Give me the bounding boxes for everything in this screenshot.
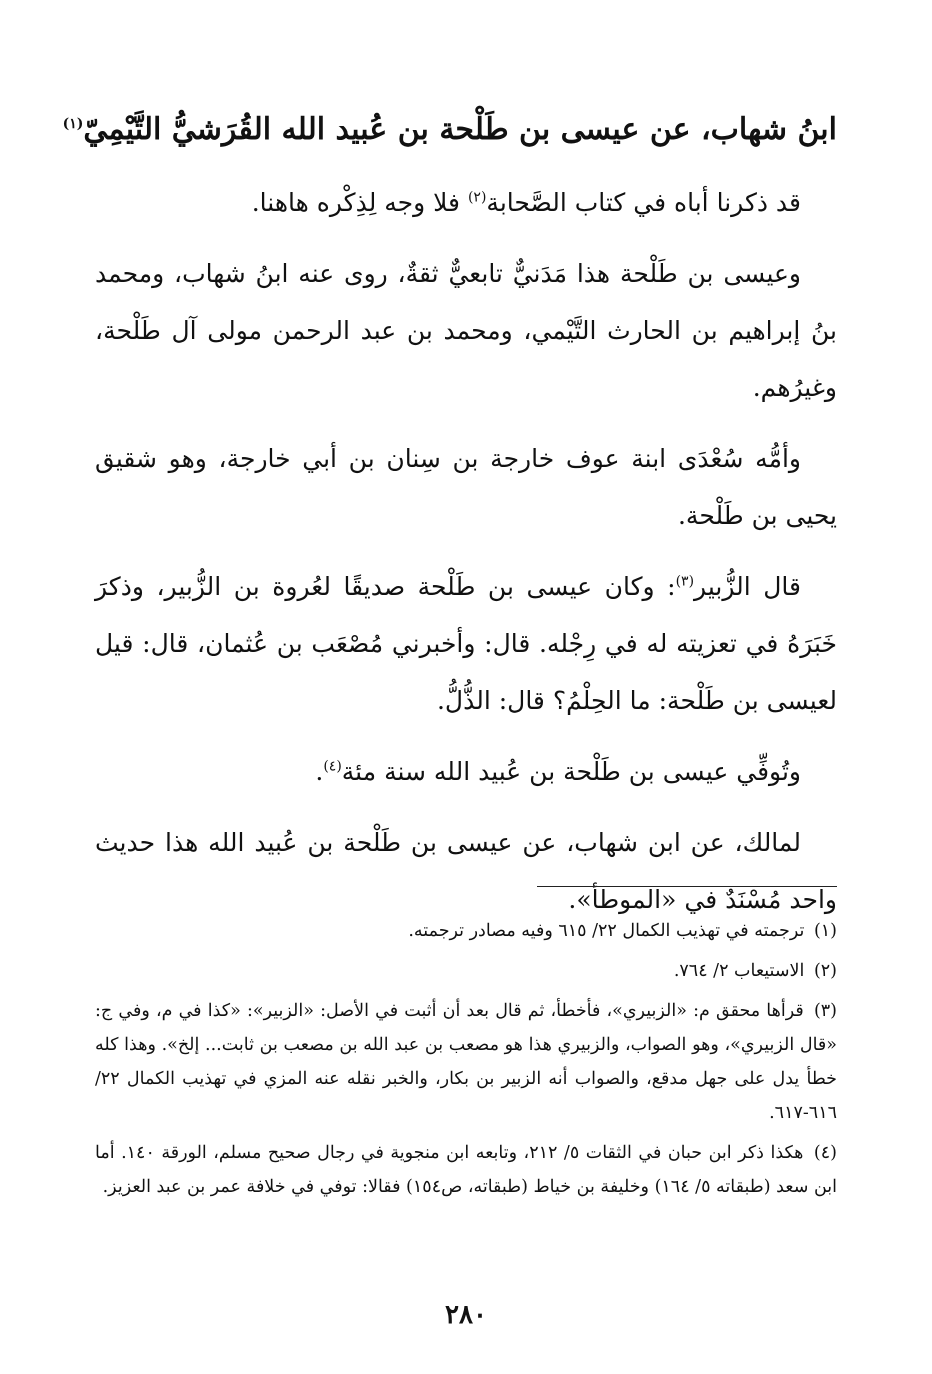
footnotes (95, 914, 837, 1210)
footnote-number: (٣) (813, 1001, 837, 1021)
paragraph-text: لمالك، عن ابن شهاب، عن عيسى بن طَلْحة بن عُبيد الله هذا حديث واحد مُسْنَدٌ في «الموطأ». (95, 828, 837, 914)
heading-text: ابنُ شهاب، عن عيسى بن طَلْحة بن عُبيد الله القُرَشيُّ التَّيْمِيّ (83, 112, 837, 147)
main-text (62, 108, 837, 942)
footnote-text: قرأها محقق م: «الزبيري»، فأخطأ، ثم قال بعد أن أثبت في الأصل: «الزبير»: «كذا في م، وفي ج: «قال الزبيري»، وهو الصواب، والزبيري هذا هو مصعب بن عبد الله بن مصعب بن ثابت... إلخ». وهذا كله خطأ يدل على جهل مدقع، والصواب أنه الزبير بن بكار، والخبر نقله عنه المزي في تهذيب الكمال ٢٢/ ٦١٦-٦١٧. (95, 1001, 837, 1123)
footnote-ref[interactable]: (٢) (467, 189, 487, 206)
footnote-text: الاستيعاب ٢/ ٧٦٤. (673, 961, 805, 981)
paragraph (95, 558, 837, 729)
footnote-number: (٤) (813, 1143, 837, 1163)
paragraph-text: وأمُّه سُعْدَى ابنة عوف خارجة بن سِنان بن أبي خارجة، وهو شقيق يحيى بن طَلْحة. (95, 444, 837, 530)
footnote (95, 914, 837, 948)
paragraph-text: وتُوفِّي عيسى بن طَلْحة بن عُبيد الله سنة مئة (341, 757, 801, 786)
footnote-ref[interactable]: (٣) (675, 573, 695, 590)
paragraph (95, 430, 837, 544)
paragraph (95, 174, 837, 231)
paragraph (95, 814, 837, 928)
chapter-heading (62, 108, 837, 152)
page-number: ٢٨٠ (445, 1300, 487, 1330)
paragraph-text: وعيسى بن طَلْحة هذا مَدَنيٌّ تابعيٌّ ثقةٌ، روى عنه ابنُ شهاب، ومحمد بنُ إبراهيم بن الحارث التَّيْمي، ومحمد بن عبد الرحمن مولى آل طَلْحة، وغيرُهم. (95, 259, 837, 402)
paragraph-text: قد ذكرنا أباه في كتاب الصَّحابة (486, 188, 801, 217)
footnote-text: ترجمته في تهذيب الكمال ٢٢/ ٦١٥ وفيه مصادر ترجمته. (408, 921, 805, 941)
footnote-number: (١) (813, 921, 837, 941)
footnote (95, 994, 837, 1130)
paragraph-text: قال الزُّبير (694, 572, 801, 601)
paragraph (95, 245, 837, 416)
footnote-separator (537, 886, 837, 887)
paragraph-text: فلا وجه لِذِكْره هاهنا. (251, 188, 468, 217)
footnote-number: (٢) (813, 961, 837, 981)
paragraph (95, 743, 837, 800)
footnote-text: هكذا ذكر ابن حبان في الثقات ٥/ ٢١٢، وتابعه ابن منجوية في رجال صحيح مسلم، الورقة ١٤٠. أما ابن سعد (طبقاته ٥/ ١٦٤) وخليفة بن خياط (طبقاته، ص١٥٤) فقالا: توفي في خلافة عمر بن عبد العزيز. (95, 1143, 837, 1197)
footnote-ref[interactable]: (٤) (323, 758, 342, 775)
footnote (95, 1136, 837, 1204)
paragraph-text: : وكان عيسى بن طَلْحة صديقًا لعُروة بن الزُّبير، وذكرَ خَبَرَهُ في تعزيته له في رِجْله. قال: وأخبرني مُصْعَب بن عُثمان، قال: قيل لعيسى بن طَلْحة: ما الحِلْمُ؟ قال: الذُّلُّ. (95, 572, 837, 715)
paragraph-text: . (315, 757, 324, 786)
heading-footnote-ref[interactable]: (١) (62, 116, 84, 132)
footnote (95, 954, 837, 988)
